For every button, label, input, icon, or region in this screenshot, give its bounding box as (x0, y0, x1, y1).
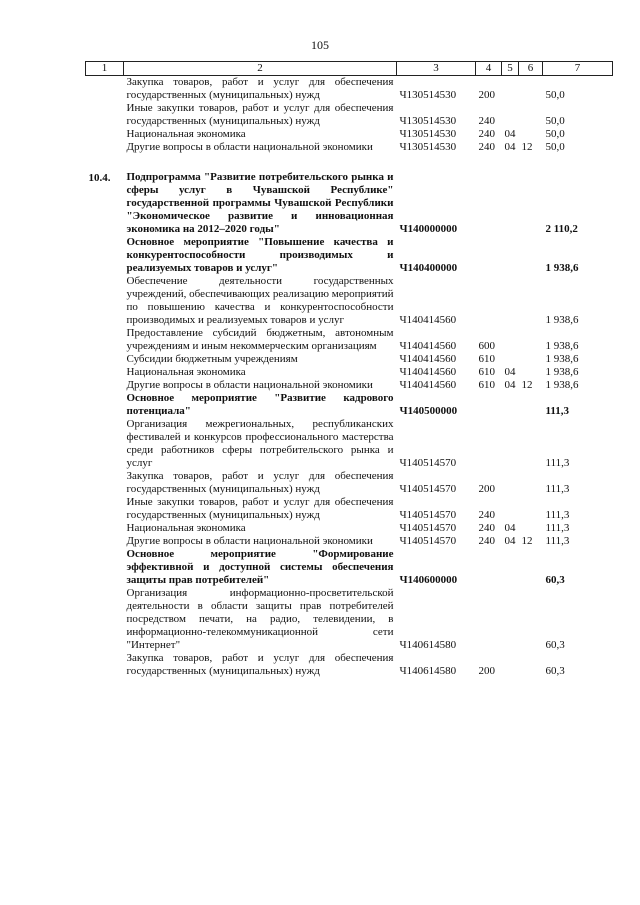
row-number: 10.4. (88, 172, 111, 184)
target-article-code: Ч140414560 (399, 340, 457, 352)
row-number (86, 379, 124, 392)
row-name: Другие вопросы в области национальной экономики (126, 535, 373, 547)
row-name: Национальная экономика (126, 128, 246, 140)
section-code (502, 652, 519, 678)
section-code (502, 548, 519, 587)
expense-type-code (476, 587, 502, 652)
subsection-code (519, 496, 543, 522)
subsection-code (519, 102, 543, 128)
section-code (502, 587, 519, 652)
row-number (86, 236, 124, 275)
row-number (86, 548, 124, 587)
amount-value: 50,0 (545, 89, 565, 101)
row-name: Закупка товаров, работ и услуг для обеспечения государственных (муниципальных) нужд (126, 470, 394, 495)
target-article-code: Ч130514530 (399, 115, 457, 127)
table-row (86, 587, 613, 652)
table-row (86, 652, 613, 678)
amount-value: 60,3 (545, 574, 565, 586)
target-article-code: Ч140400000 (399, 262, 458, 274)
row-number (86, 102, 124, 128)
table-row (86, 418, 613, 470)
subsection-code (519, 275, 543, 327)
row-name: Национальная экономика (126, 522, 246, 534)
table-body (86, 76, 613, 679)
row-number (86, 522, 124, 535)
expense-type-code: 240 (478, 509, 495, 521)
target-article-code: Ч140500000 (399, 405, 458, 417)
amount-value: 1 938,6 (545, 314, 579, 326)
table-row (86, 171, 613, 236)
expense-type-code: 240 (478, 522, 495, 534)
row-number (86, 353, 124, 366)
section-code (502, 353, 519, 366)
expense-type-code: 240 (478, 141, 495, 153)
budget-table (85, 61, 613, 678)
row-name: Основное мероприятие "Повышение качества и конкурентоспособности производимых и реализуемых товаров и услуг" (126, 236, 394, 274)
expense-type-code: 600 (478, 340, 495, 352)
column-header: 5 (502, 62, 519, 76)
row-name: Основное мероприятие "Формирование эффективной и доступной системы обеспечения защиты прав потребителей" (126, 548, 394, 586)
expense-type-code: 610 (478, 366, 495, 378)
column-header: 1 (86, 62, 124, 76)
section-code (502, 327, 519, 353)
subsection-code (519, 76, 543, 103)
target-article-code: Ч140614580 (399, 665, 457, 677)
target-article-code: Ч140414560 (399, 353, 457, 365)
expense-type-code: 610 (478, 353, 495, 365)
row-name: Обеспечение деятельности государственных учреждений, обеспечивающих реализацию мероприятий по повышению качества и конкурентоспособности производимых и реализуемых товаров и услуг (126, 275, 394, 326)
subsection-code (519, 353, 543, 366)
subsection-code: 12 (521, 379, 533, 391)
target-article-code: Ч140514570 (399, 522, 457, 534)
table-row (86, 236, 613, 275)
row-name: Иные закупки товаров, работ и услуг для обеспечения государственных (муниципальных) нужд (126, 496, 394, 521)
target-article-code: Ч140614580 (399, 639, 457, 651)
table-row (86, 392, 613, 418)
page-number: 105 (311, 38, 329, 52)
amount-value: 1 938,6 (545, 262, 579, 274)
table-row (86, 496, 613, 522)
target-article-code: Ч130514530 (399, 141, 457, 153)
row-number (86, 366, 124, 379)
row-number (86, 535, 124, 548)
section-code (502, 470, 519, 496)
row-name: Субсидии бюджетным учреждениям (126, 353, 298, 365)
amount-value: 111,3 (545, 483, 570, 495)
row-number (86, 275, 124, 327)
column-header: 7 (543, 62, 613, 76)
expense-type-code: 200 (478, 665, 495, 677)
row-number (86, 141, 124, 154)
subsection-code: 12 (521, 141, 533, 153)
section-code (502, 236, 519, 275)
target-article-code: Ч140600000 (399, 574, 458, 586)
subsection-code (519, 470, 543, 496)
row-number (86, 418, 124, 470)
expense-type-code (476, 236, 502, 275)
section-code (502, 418, 519, 470)
column-header: 3 (397, 62, 476, 76)
amount-value: 1 938,6 (545, 353, 579, 365)
target-article-code: Ч140000000 (399, 223, 458, 235)
section-code: 04 (504, 366, 516, 378)
subsection-code (519, 236, 543, 275)
row-number (86, 470, 124, 496)
amount-value: 111,3 (545, 535, 570, 547)
amount-value: 1 938,6 (545, 366, 579, 378)
table-row (86, 128, 613, 141)
expense-type-code: 200 (478, 483, 495, 495)
section-code: 04 (504, 535, 516, 547)
expense-type-code (476, 548, 502, 587)
amount-value: 111,3 (545, 522, 570, 534)
subsection-code (519, 128, 543, 141)
target-article-code: Ч140514570 (399, 457, 457, 469)
section-code (502, 496, 519, 522)
amount-value: 111,3 (545, 405, 570, 417)
amount-value: 1 938,6 (545, 379, 579, 391)
row-number (86, 496, 124, 522)
amount-value: 1 938,6 (545, 340, 579, 352)
section-code: 04 (504, 379, 516, 391)
table-row (86, 327, 613, 353)
amount-value: 60,3 (545, 665, 565, 677)
target-article-code: Ч140414560 (399, 366, 457, 378)
table-row (86, 353, 613, 366)
expense-type-code: 200 (478, 89, 495, 101)
row-name: Другие вопросы в области национальной экономики (126, 379, 373, 391)
table-row (86, 548, 613, 587)
target-article-code: Ч140514570 (399, 535, 457, 547)
amount-value: 50,0 (545, 128, 565, 140)
row-number (86, 327, 124, 353)
table-row (86, 535, 613, 548)
subsection-code (519, 171, 543, 236)
column-header: 4 (476, 62, 502, 76)
section-code: 04 (504, 522, 516, 534)
section-code (502, 102, 519, 128)
row-name: Организация информационно-просветительской деятельности в области защиты прав потребителей посредством печати, на радио, телевидении, в информационно-телекоммуникационной сети "Интернет" (126, 587, 394, 651)
target-article-code: Ч140414560 (399, 379, 457, 391)
expense-type-code: 240 (478, 535, 495, 547)
section-code: 04 (504, 128, 516, 140)
subsection-code (519, 327, 543, 353)
amount-value: 60,3 (545, 639, 565, 651)
row-number (86, 652, 124, 678)
table-row (86, 141, 613, 154)
column-number-header-row (86, 62, 613, 76)
row-name: Предоставление субсидий бюджетным, автономным учреждениям и иным некоммерческим организациям (126, 327, 394, 352)
row-number (86, 392, 124, 418)
target-article-code: Ч130514530 (399, 128, 457, 140)
expense-type-code (476, 392, 502, 418)
table-row (86, 102, 613, 128)
table-row (86, 76, 613, 103)
amount-value: 111,3 (545, 457, 570, 469)
row-name: Национальная экономика (126, 366, 246, 378)
table-row (86, 379, 613, 392)
row-name: Иные закупки товаров, работ и услуг для обеспечения государственных (муниципальных) нужд (126, 102, 394, 127)
spacer-row (86, 154, 613, 171)
section-code (502, 171, 519, 236)
section-code (502, 76, 519, 103)
row-number (86, 128, 124, 141)
amount-value: 111,3 (545, 509, 570, 521)
spacer-cell (86, 154, 613, 171)
expense-type-code (476, 275, 502, 327)
expense-type-code: 240 (478, 128, 495, 140)
table-row (86, 366, 613, 379)
section-code: 04 (504, 141, 516, 153)
subsection-code (519, 392, 543, 418)
amount-value: 2 110,2 (545, 223, 578, 235)
target-article-code: Ч140414560 (399, 314, 457, 326)
subsection-code (519, 366, 543, 379)
section-code (502, 275, 519, 327)
table-row (86, 470, 613, 496)
column-header: 2 (124, 62, 397, 76)
column-header: 6 (519, 62, 543, 76)
expense-type-code: 610 (478, 379, 495, 391)
row-number (86, 587, 124, 652)
subsection-code (519, 418, 543, 470)
row-name: Закупка товаров, работ и услуг для обеспечения государственных (муниципальных) нужд (126, 652, 394, 677)
target-article-code: Ч140514570 (399, 483, 457, 495)
amount-value: 50,0 (545, 115, 565, 127)
expense-type-code: 240 (478, 115, 495, 127)
row-name: Основное мероприятие "Развитие кадрового потенциала" (126, 392, 394, 417)
subsection-code: 12 (521, 535, 533, 547)
subsection-code (519, 587, 543, 652)
subsection-code (519, 652, 543, 678)
target-article-code: Ч140514570 (399, 509, 457, 521)
subsection-code (519, 522, 543, 535)
row-name: Организация межрегиональных, республиканских фестивалей и конкурсов профессионального мастерства среди работников сферы потребительского рынка и услуг (126, 418, 394, 469)
row-name: Закупка товаров, работ и услуг для обеспечения государственных (муниципальных) нужд (126, 76, 394, 101)
row-name: Подпрограмма "Развитие потребительского рынка и сферы услуг в Чувашской Республике" государственной программы Чувашской Республики "Экономическое развитие и инновационная экономика на 2012–2020 годы" (126, 171, 394, 235)
table-row (86, 275, 613, 327)
table-row (86, 522, 613, 535)
target-article-code: Ч130514530 (399, 89, 457, 101)
section-code (502, 392, 519, 418)
amount-value: 50,0 (545, 141, 565, 153)
expense-type-code (476, 418, 502, 470)
row-number (86, 76, 124, 103)
expense-type-code (476, 171, 502, 236)
subsection-code (519, 548, 543, 587)
row-name: Другие вопросы в области национальной экономики (126, 141, 373, 153)
